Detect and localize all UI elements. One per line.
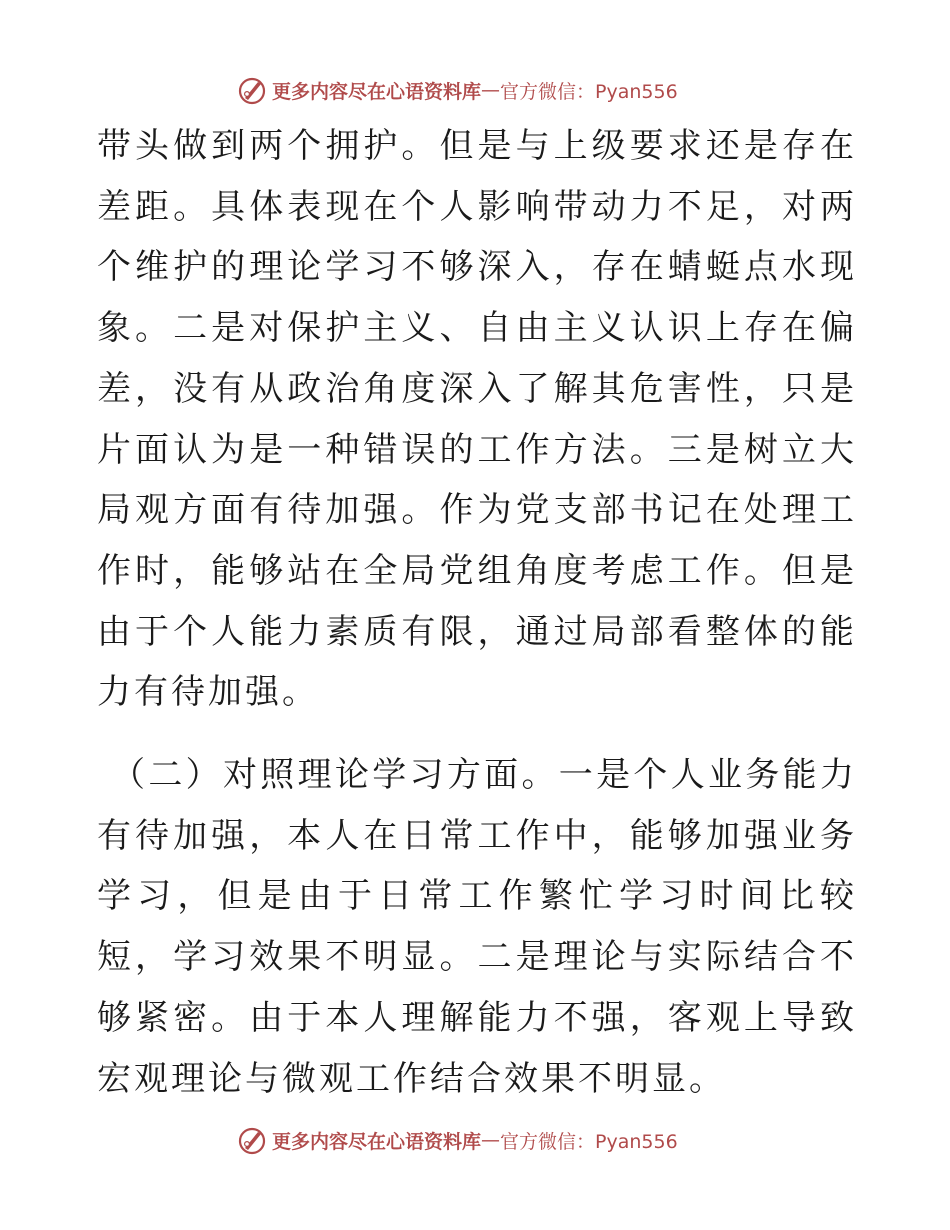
brush-seal-logo-icon [236,74,268,106]
watermark-separator: — [481,79,501,101]
paragraph-2: （二）对照理论学习方面。一是个人业务能力有待加强，本人在日常工作中，能够加强业务学习，但是由于日常工作繁忙学习时间比较短，学习效果不明显。二是理论与实际结合不够紧密。由于本人理解能力不强，客观上导致宏观理论与微观工作结合效果不明显。 [97,755,857,1099]
footer-watermark [236,1123,716,1157]
document-body [97,116,857,1109]
header-watermark [236,73,716,107]
brush-seal-logo-icon [236,1124,268,1156]
watermark-contact: 官方微信：Pyan556 [500,1130,678,1153]
watermark-contact: 官方微信：Pyan556 [500,80,678,103]
watermark-site-name: 更多内容尽在心语资料库 [272,80,482,103]
watermark-separator: — [481,1129,501,1151]
watermark-site-name: 更多内容尽在心语资料库 [272,1130,482,1153]
paragraph-1: 带头做到两个拥护。但是与上级要求还是存在差距。具体表现在个人影响带动力不足，对两个维护的理论学习不够深入，存在蜻蜓点水现象。二是对保护主义、自由主义认识上存在偏差，没有从政治角度深入了解其危害性，只是片面认为是一种错误的工作方法。三是树立大局观方面有待加强。作为党支部书记在处理工作时，能够站在全局党组角度考虑工作。但是由于个人能力素质有限，通过局部看整体的能力有待加强。 [97,126,857,713]
